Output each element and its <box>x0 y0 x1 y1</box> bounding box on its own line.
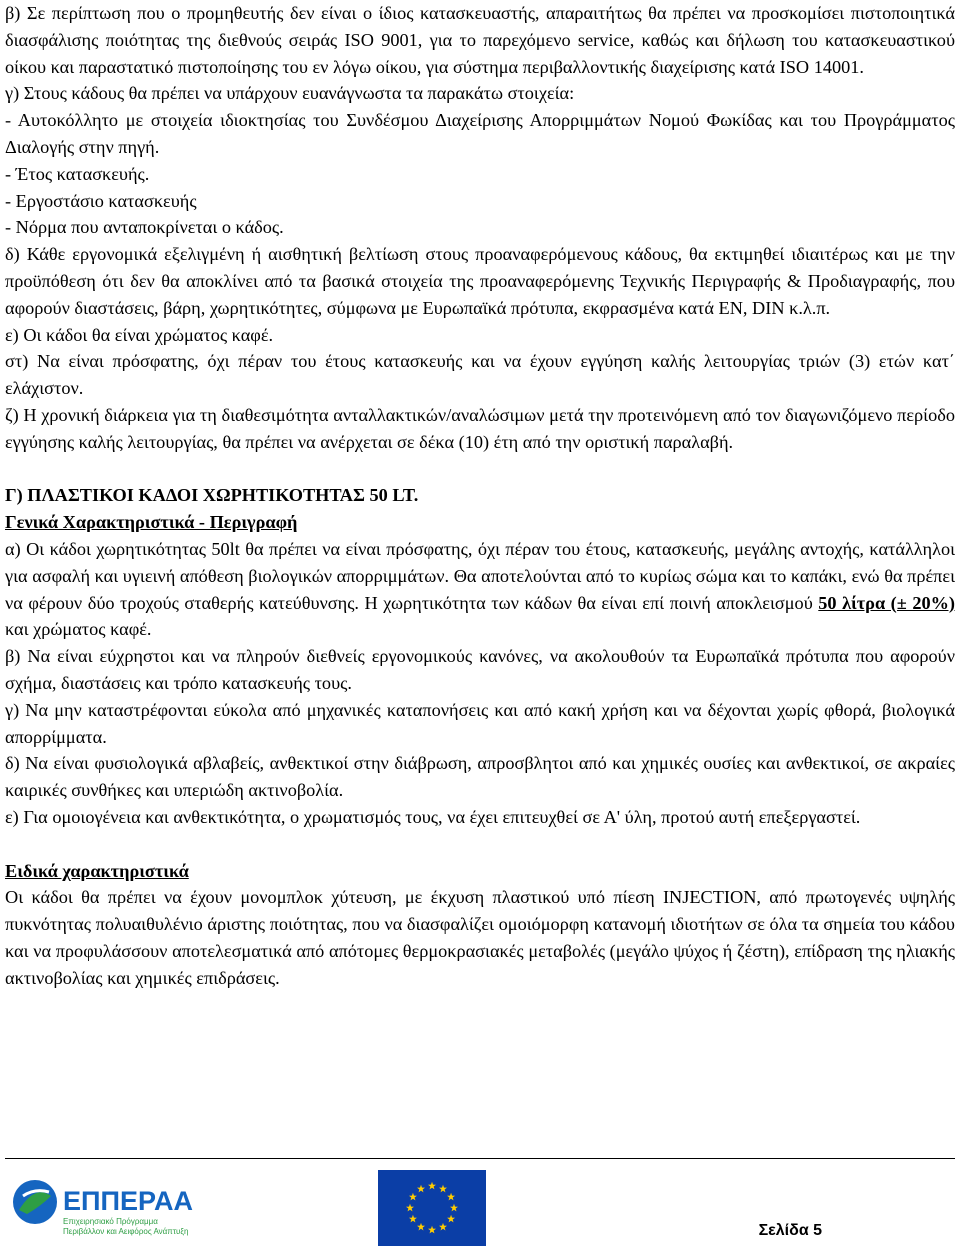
paragraph-special-features: Οι κάδοι θα πρέπει να έχουν μονομπλοκ χύτευση, με έκχυση πλαστικού υπό πίεση INJECTION, από πρωτογενές υψηλής πυκνότητας πολυαιθυλένιο άριστης ποιότητας, που να διασφαλίζει ομοιόμορφη κατανομή ιδιοτήτων σε όλα τα σημεία του κάδου και να προφυλάσσουν αποτελεσματικά από απότομες θερμοκρασιακές μεταβολές (μεγάλο ψύχος ή ζέστη), επίδραση της ηλιακής ακτινοβολίας και χημικές επιδράσεις. <box>5 887 955 988</box>
page-number: Σελίδα 5 <box>758 1222 822 1239</box>
paragraph-50lt-text-1: α) Οι κάδοι χωρητικότητας 50lt θα πρέπει να είναι πρόσφατης, όχι πέραν του έτους, κατασκευής, μεγάλης αντοχής, κατάλληλοι για ασφαλή και υγιεινή απόθεση βιολογικών απορριμμάτων. Θα αποτελούνται από το κυρίως σώμα και το καπάκι, ενώ θα πρέπει να φέρουν δύο τροχούς σταθερής κατεύθυνσης. Η χωρητικότητα των κάδων θα είναι επί ποινή αποκλεισμού <box>5 538 955 613</box>
logo-tagline-1: Επιχειρησιακό Πρόγραμμα <box>63 1217 158 1226</box>
paragraph-50lt-bins <box>5 536 955 643</box>
paragraph-homogeneity: ε) Για ομοιογένεια και ανθεκτικότητα, ο χρωματισμός τους, να έχει επιτευχθεί σε Α' ύλη, προτού αυτή επεξεργαστεί. <box>5 806 861 827</box>
subheading-special: Ειδικά χαρακτηριστικά <box>5 860 189 881</box>
list-item-factory: - Εργοστάσιο κατασκευής <box>5 190 197 211</box>
footer-divider <box>5 1158 955 1159</box>
spacer <box>5 831 955 858</box>
paragraph-spare-parts: ζ) Η χρονική διάρκεια για τη διαθεσιμότητα ανταλλακτικών/αναλώσιμων μετά την προτεινόμενη από τον διαγωνιζόμενο περίοδο εγγύησης καλής λειτουργίας, θα πρέπει να ανέρχεται σε δέκα (10) έτη από την οριστική παραλαβή. <box>5 404 955 452</box>
flag-background <box>378 1170 486 1246</box>
paragraph-ergonomic-improvement: δ) Κάθε εργονομικά εξελιγμένη ή αισθητική βελτίωση στους προαναφερόμενους κάδους, θα εκτιμηθεί ιδιαιτέρως και με την προϋπόθεση ότι δεν θα αποκλίνει από τα βασικά στοιχεία της προαναφερόμενης Τεχνικής Περιγραφής & Προδιαγραφής, που αφορούν διαστάσεις, βάρη, χωρητικότητες, σύμφωνα με Ευρωπαϊκά πρότυπα, εκφρασμένα κατά EN, DIN κ.λ.π. <box>5 244 955 318</box>
paragraph-readable-info: γ) Στους κάδους θα πρέπει να υπάρχουν ευανάγνωστα τα παρακάτω στοιχεία: <box>5 83 575 104</box>
section-heading: Γ) ΠΛΑΣΤΙΚΟΙ ΚΑΔΟΙ ΧΩΡΗΤΙΚΟΤΗΤΑΣ 50 LT. <box>5 485 419 506</box>
list-item-norm: - Νόρμα που ανταποκρίνεται ο κάδος. <box>5 217 284 238</box>
spacer <box>5 456 955 483</box>
page-content <box>5 0 955 991</box>
paragraph-50lt-text-2: και χρώματος καφέ. <box>5 619 152 640</box>
page-footer <box>0 1158 960 1248</box>
paragraph-physiological: δ) Να είναι φυσιολογικά αβλαβείς, ανθεκτικοί στην διάβρωση, απροσβλητοι από και χημικές ουσίες και ανθεκτικοί, σε ακραίες καιρικές συνθήκες και υπεριώδη ακτινοβολία. <box>5 753 955 801</box>
capacity-emphasis: 50 λίτρα (± 20%) <box>818 592 955 613</box>
logo-tagline-2: Περιβάλλον και Αειφόρος Ανάπτυξη <box>63 1227 189 1236</box>
paragraph-ergonomic-rules: β) Να είναι εύχρηστοι και να πληρούν διεθνείς εργονομικούς κανόνες, να ακολουθούν τα Ευρωπαϊκά πρότυπα που αφορούν σχήμα, διαστάσεις και τρόπο κατασκευής τους. <box>5 646 955 693</box>
paragraph-warranty: στ) Να είναι πρόσφατης, όχι πέραν του έτους κατασκευής και να έχουν εγγύηση καλής λειτουργίας τριών (3) ετών κατ΄ ελάχιστον. <box>5 351 955 399</box>
list-item-sticker: - Αυτοκόλλητο με στοιχεία ιδιοκτησίας του Συνδέσμου Διαχείρισης Απορριμμάτων Νομού Φωκίδας και του Προγράμματος Διαλογής στην πηγή. <box>5 110 955 157</box>
logo-wordmark: ΕΠΠΕΡΑΑ <box>63 1186 194 1216</box>
paragraph-color: ε) Οι κάδοι θα είναι χρώματος καφέ. <box>5 324 274 345</box>
eu-flag-icon <box>378 1170 486 1246</box>
list-item-year: - Έτος κατασκευής. <box>5 163 150 184</box>
paragraph-durability: γ) Να μην καταστρέφονται εύκολα από μηχανικές καταπονήσεις και από κακή χρήση και να δέχονται χωρίς φθορά, βιολογικά απορρίμματα. <box>5 699 955 747</box>
paragraph-service-certification: β) Σε περίπτωση που ο προμηθευτής δεν είναι ο ίδιος κατασκευαστής, απαραιτήτως θα πρέπει να προσκομίσει πιστοποιητικά διασφάλισης ποιότητας της διεθνούς σειράς ISO 9001, για το παρεχόμενο service, καθώς και δήλωση του κατασκευαστικού οίκου και παραστατικό πιστοποίησης του εν λόγω οίκου, για σύστημα περιβαλλοντικής διαχείρισης κατά ISO 14001. <box>5 3 955 77</box>
subheading-general: Γενικά Χαρακτηριστικά - Περιγραφή <box>5 512 298 533</box>
epperaa-logo <box>5 1166 195 1244</box>
